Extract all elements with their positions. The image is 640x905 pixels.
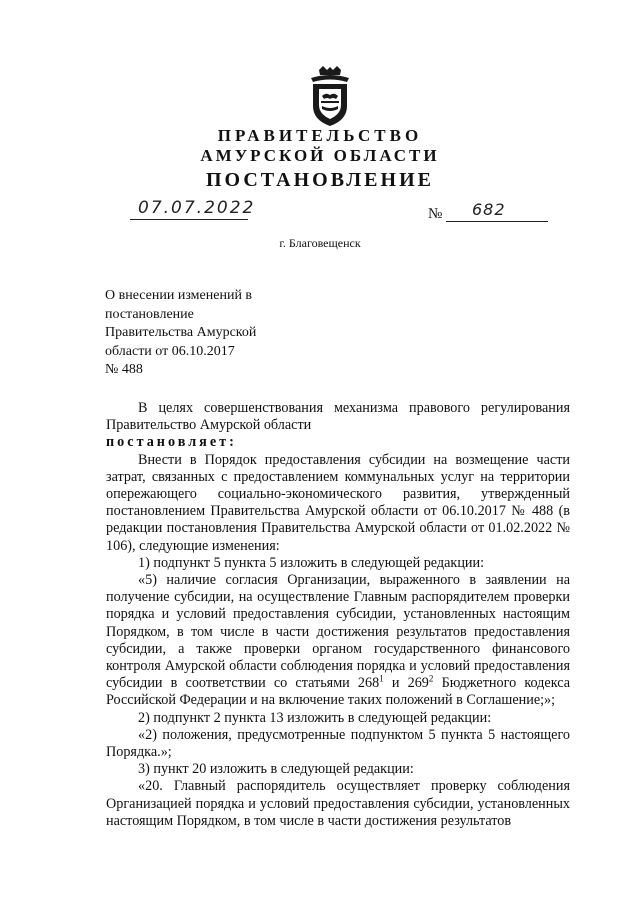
subject-line: Правительства Амурской: [105, 325, 257, 340]
paragraph-main: Внести в Порядок предоставления субсидии на возмещение части затрат, связанных с предоставлением коммунальных услуг на территории опережающего социально-экономического развития, утвержденный постановлением Правительства Амурской области от 06.10.2017 № 488 (в редакции постановления Правительства Амурской области от 01.02.2022 № 106), следующие изменения:: [106, 451, 570, 554]
item-3-text: «20. Главный распорядитель осуществляет проверку соблюдения Организацией порядка и условий предоставления субсидии, установленных настоящим Порядком, в том числе в части достижения результатов: [106, 778, 570, 829]
subject-line: области от 06.10.2017: [105, 343, 235, 359]
org-title: ПРАВИТЕЛЬСТВО: [217, 126, 423, 145]
coat-of-arms-icon: [305, 66, 355, 128]
item-2: 2) подпункт 2 пункта 13 изложить в следующей редакции:: [138, 709, 492, 726]
item-1-text: [106, 572, 570, 710]
item-1-text-c: Бюджетного кодекса Российской Федерации и на включение таких положений в Соглашение;»;: [106, 675, 570, 709]
document-body: [106, 400, 570, 830]
preamble: В целях совершенствования механизма правового регулирования Правительство Амурской области: [106, 400, 570, 434]
document-type: ПОСТАНОВЛЕНИЕ: [206, 169, 434, 191]
item-1: 1) подпункт 5 пункта 5 изложить в следующей редакции:: [138, 554, 485, 571]
document-date: 07.07.2022: [138, 198, 256, 218]
date-underline: [130, 219, 248, 220]
superscript-1: 1: [379, 673, 384, 684]
superscript-2: 2: [428, 673, 434, 684]
number-sign: №: [428, 206, 443, 222]
document-number: 682: [472, 200, 506, 219]
city: г. Благовещенск: [279, 236, 361, 250]
item-2-text: «2) положения, предусмотренные подпунктом 5 пункта 5 настоящего Порядка.»;: [106, 726, 570, 761]
subject-line: постановление: [105, 306, 194, 322]
document-subject: [105, 287, 285, 380]
item-1-text-a: «5) наличие согласия Организации, выраженного в заявлении на получение субсидии, на осуществление Главным распорядителем проверки порядка и условий предоставления субсидии, установленных настоящим Порядком, в том числе в части достижения результатов предоставления субсидии, а также проверки органом государственного финансового контроля Амурской области соблюдения порядка и условий предоставления субсидии в соответствии со статьями 268: [106, 572, 570, 692]
subject-line: О внесении изменений в: [105, 288, 253, 303]
region-title: АМУРСКОЙ ОБЛАСТИ: [200, 146, 440, 165]
resolves-word: постановляет:: [106, 434, 237, 451]
subject-line: № 488: [105, 362, 143, 377]
number-underline: [446, 221, 548, 222]
item-1-text-b: и 269: [383, 675, 429, 692]
item-3: 3) пункт 20 изложить в следующей редакции:: [138, 761, 414, 778]
